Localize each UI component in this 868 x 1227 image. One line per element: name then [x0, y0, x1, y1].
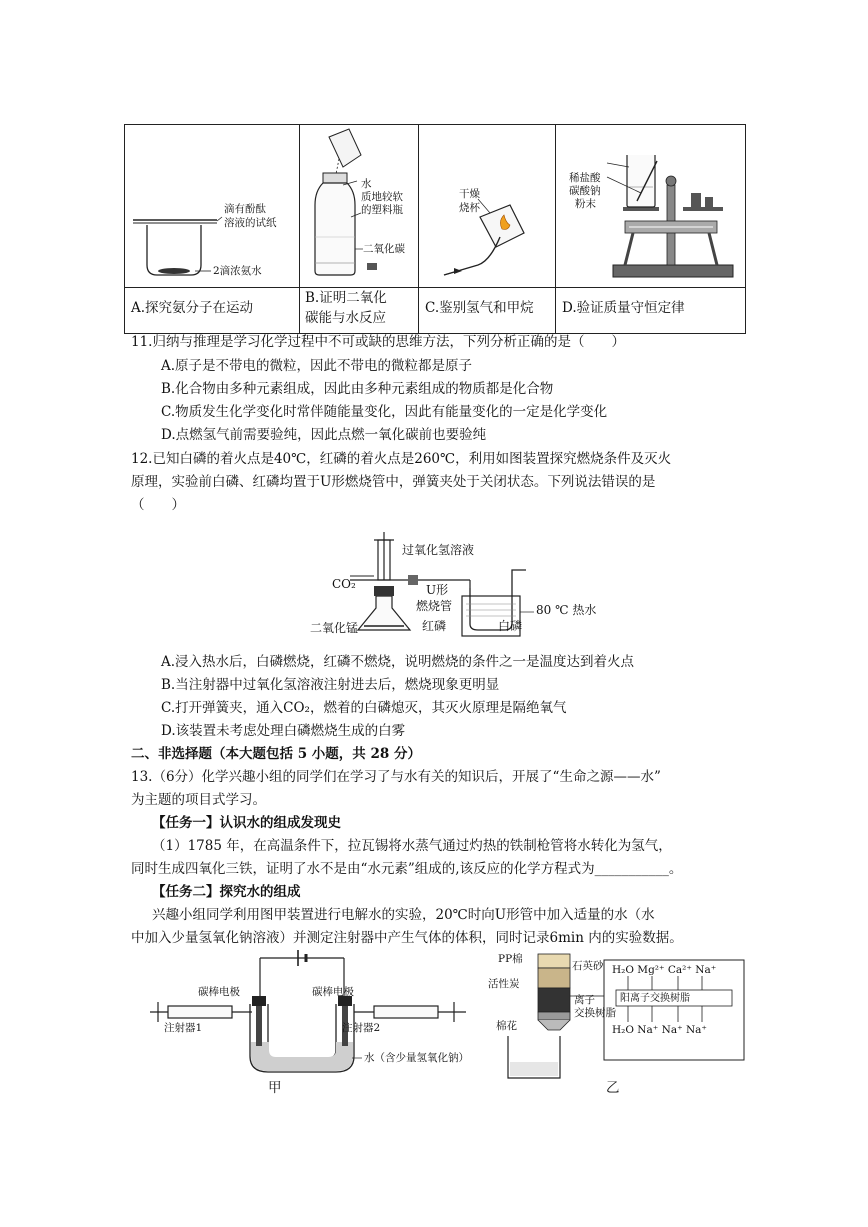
caption-c: C.鉴别氢气和甲烷	[425, 300, 534, 316]
label-water: 水	[361, 178, 372, 190]
label-ammonia: 2滴浓氨水	[213, 265, 262, 277]
q12-option-c: C.打开弹簧夹，通入CO₂，燃着的白磷熄灭，其灭火原理是隔绝氧气	[161, 700, 567, 716]
label-cation-resin: 阳离子交换树脂	[620, 993, 690, 1004]
q13-line2: 为主题的项目式学习。	[131, 792, 266, 808]
label-input-ions: H₂O Mg²⁺ Ca²⁺ Na⁺	[612, 964, 717, 976]
q12-option-a: A.浸入热水后，白磷燃烧，红磷不燃烧，说明燃烧的条件之一是温度达到着火点	[161, 654, 635, 670]
label-activated-carbon: 活性炭	[488, 978, 520, 990]
label-hot-water: 80 ℃ 热水	[536, 603, 597, 617]
caption-b-line1: B.证明二氧化	[305, 290, 387, 306]
task2-line1: 兴趣小组同学利用图甲装置进行电解水的实验，20℃时向U形管中加入适量的水（水	[152, 907, 655, 923]
caption-d: D.验证质量守恒定律	[562, 300, 685, 316]
label-powder: 粉末	[575, 198, 596, 210]
q12-option-b: B.当注射器中过氧化氢溶液注射进去后，燃烧现象更明显	[161, 677, 500, 693]
label-white-phosphorus: 白磷	[498, 619, 523, 633]
label-plastic-bottle: 的塑料瓶	[361, 204, 403, 216]
label-hcl: 稀盐酸	[569, 172, 601, 184]
label-quartz-sand: 石英砂	[572, 960, 604, 972]
dry-beaker-flame-apparatus	[418, 125, 555, 287]
section2-heading: 二、非选择题（本大题包括 5 小题，共 28 分）	[131, 746, 421, 762]
label-co2: 二氧化碳	[363, 243, 405, 255]
q11-option-b: B.化合物由多种元素组成，因此由多种元素组成的物质都是化合物	[161, 381, 554, 397]
task2-line2: 中加入少量氢氧化钠溶液）并测定注射器中产生气体的体积，同时记录6min 内的实验数据。	[131, 930, 683, 946]
label-ion: 离子	[574, 994, 595, 1006]
label-output-ions: H₂O Na⁺ Na⁺ Na⁺	[612, 1024, 707, 1036]
caption-a: A.探究氨分子在运动	[131, 300, 254, 316]
label-red-phosphorus: 红磷	[422, 619, 447, 633]
figure-yi-caption: 乙	[606, 1080, 620, 1096]
label-exchange-resin: 交换树脂	[574, 1007, 616, 1019]
label-co2-inlet: CO₂	[332, 577, 356, 591]
q11-stem: 11.归纳与推理是学习化学过程中不可或缺的思维方法，下列分析正确的是（ ）	[131, 334, 625, 350]
task1-line2: 同时生成四氧化三铁，证明了水不是由“水元素”组成的,该反应的化学方程式为___________。	[131, 861, 683, 877]
q13-line1: 13.（6分）化学兴趣小组的同学们在学习了与水有关的知识后，开展了“生命之源——水”	[131, 769, 661, 785]
label-na2co3: 碳酸钠	[569, 185, 601, 197]
q11-option-a: A.原子是不带电的微粒，因此不带电的微粒都是原子	[161, 358, 473, 374]
label-cotton: 棉花	[496, 1020, 517, 1032]
table-divider	[125, 287, 745, 288]
task2-title: 【任务二】探究水的组成	[152, 884, 301, 900]
label-combustion-tube: 燃烧管	[416, 599, 453, 613]
q12-option-d: D.该装置未考虑处理白磷燃烧生成的白雾	[161, 723, 406, 739]
label-u-tube: U形	[426, 583, 449, 597]
label-h2o2: 过氧化氢溶液	[402, 543, 475, 557]
ammonia-diffusion-apparatus	[125, 125, 299, 287]
label-syringe-1: 注射器1	[164, 1022, 203, 1034]
caption-b-line2: 碳能与水反应	[305, 310, 386, 326]
q12-stem-line1: 12.已知白磷的着火点是40℃，红磷的着火点是260℃，利用如图装置探究燃烧条件及灭火	[131, 451, 672, 467]
task1-title: 【任务一】认识水的组成发现史	[152, 815, 341, 831]
task1-line1: （1）1785 年，在高温条件下，拉瓦锡将水蒸气通过灼热的铁制枪管将水转化为氢气，	[152, 838, 672, 854]
label-electrolyte: 水（含少量氢氧化钠）	[364, 1052, 469, 1064]
label-test-paper: 溶液的试纸	[224, 217, 277, 229]
label-mno2: 二氧化锰	[310, 621, 359, 635]
experiment-table	[124, 124, 746, 334]
label-electrode-left: 碳棒电极	[198, 986, 240, 998]
label-phenolphthalein: 滴有酚酞	[224, 203, 266, 215]
label-electrode-right: 碳棒电极	[312, 986, 354, 998]
q12-stem-line3: （ ）	[131, 497, 185, 513]
figure-jia-caption: 甲	[268, 1080, 282, 1096]
label-beaker: 烧杯	[459, 202, 480, 214]
label-dry: 干燥	[459, 188, 480, 200]
q12-stem-line2: 原理，实验前白磷、红磷均置于U形燃烧管中，弹簧夹处于关闭状态。下列说法错误的是	[131, 474, 656, 490]
label-syringe-2: 注射器2	[342, 1022, 381, 1034]
label-pp-cotton: PP棉	[498, 953, 523, 965]
q11-option-d: D.点燃氢气前需要验纯，因此点燃一氧化碳前也要验纯	[161, 427, 487, 443]
q11-option-c: C.物质发生化学变化时常伴随能量变化，因此有能量变化的一定是化学变化	[161, 404, 608, 420]
label-soft-bottle: 质地较软	[361, 191, 403, 203]
